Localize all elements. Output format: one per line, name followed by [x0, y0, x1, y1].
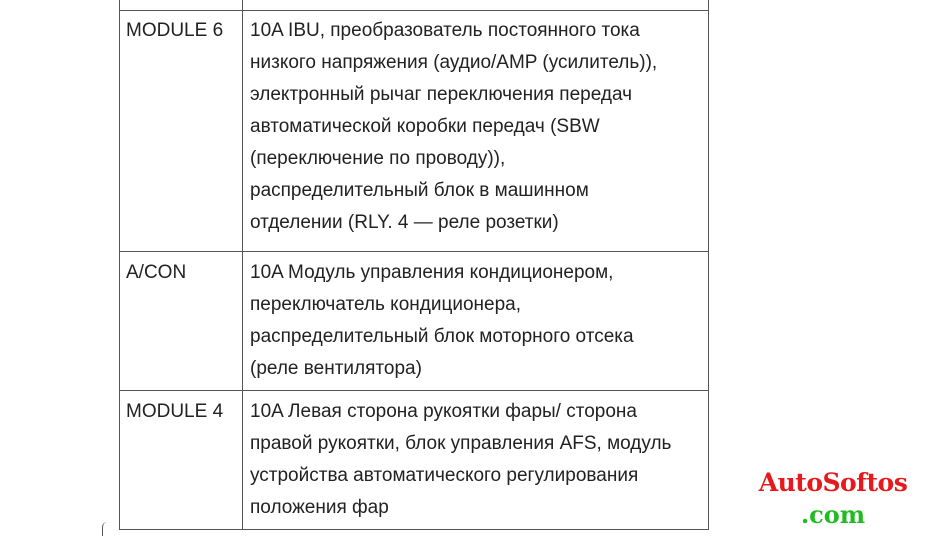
fuse-description	[243, 252, 709, 391]
fuse-description	[243, 11, 709, 252]
table-row	[120, 11, 709, 252]
description-line: автоматической коробки передач (SBW	[250, 116, 600, 137]
description-line: отделении (RLY. 4 — реле розетки)	[250, 212, 559, 233]
watermark-name: AutoSoftos	[758, 468, 908, 497]
fuse-name: A/CON	[120, 252, 243, 391]
description-line: устройства автоматического регулирования	[250, 465, 639, 486]
table-row-partial	[120, 0, 709, 11]
description-line: (переключение по проводу)),	[250, 148, 506, 169]
description-line: положения фар	[250, 497, 389, 518]
fuse-name: MODULE 4	[120, 391, 243, 530]
description-line: 10A Модуль управления кондиционером,	[250, 262, 614, 283]
description-line: (реле вентилятора)	[250, 358, 422, 379]
description-line: низкого напряжения (аудио/AMP (усилитель)),	[250, 52, 658, 73]
description-line: 10A Левая сторона рукоятки фары/ сторона	[250, 401, 637, 422]
watermark-logo	[740, 468, 926, 530]
description-line: распределительный блок в машинном	[250, 180, 589, 201]
description-line: переключатель кондиционера,	[250, 294, 521, 315]
description-line: электронный рычаг переключения передач	[250, 84, 633, 105]
table-row	[120, 252, 709, 391]
table-cell	[243, 0, 709, 11]
fuse-description	[243, 391, 709, 530]
description-line: 10A IBU, преобразователь постоянного тока	[250, 20, 640, 41]
description-line: правой рукоятки, блок управления AFS, модуль	[250, 433, 672, 454]
watermark-domain: .com	[800, 500, 866, 529]
table-cell	[120, 0, 243, 11]
table-row	[120, 391, 709, 530]
fuse-name: MODULE 6	[120, 11, 243, 252]
stray-mark	[102, 522, 107, 536]
description-line: распределительный блок моторного отсека	[250, 326, 634, 347]
fuse-table	[119, 0, 709, 530]
